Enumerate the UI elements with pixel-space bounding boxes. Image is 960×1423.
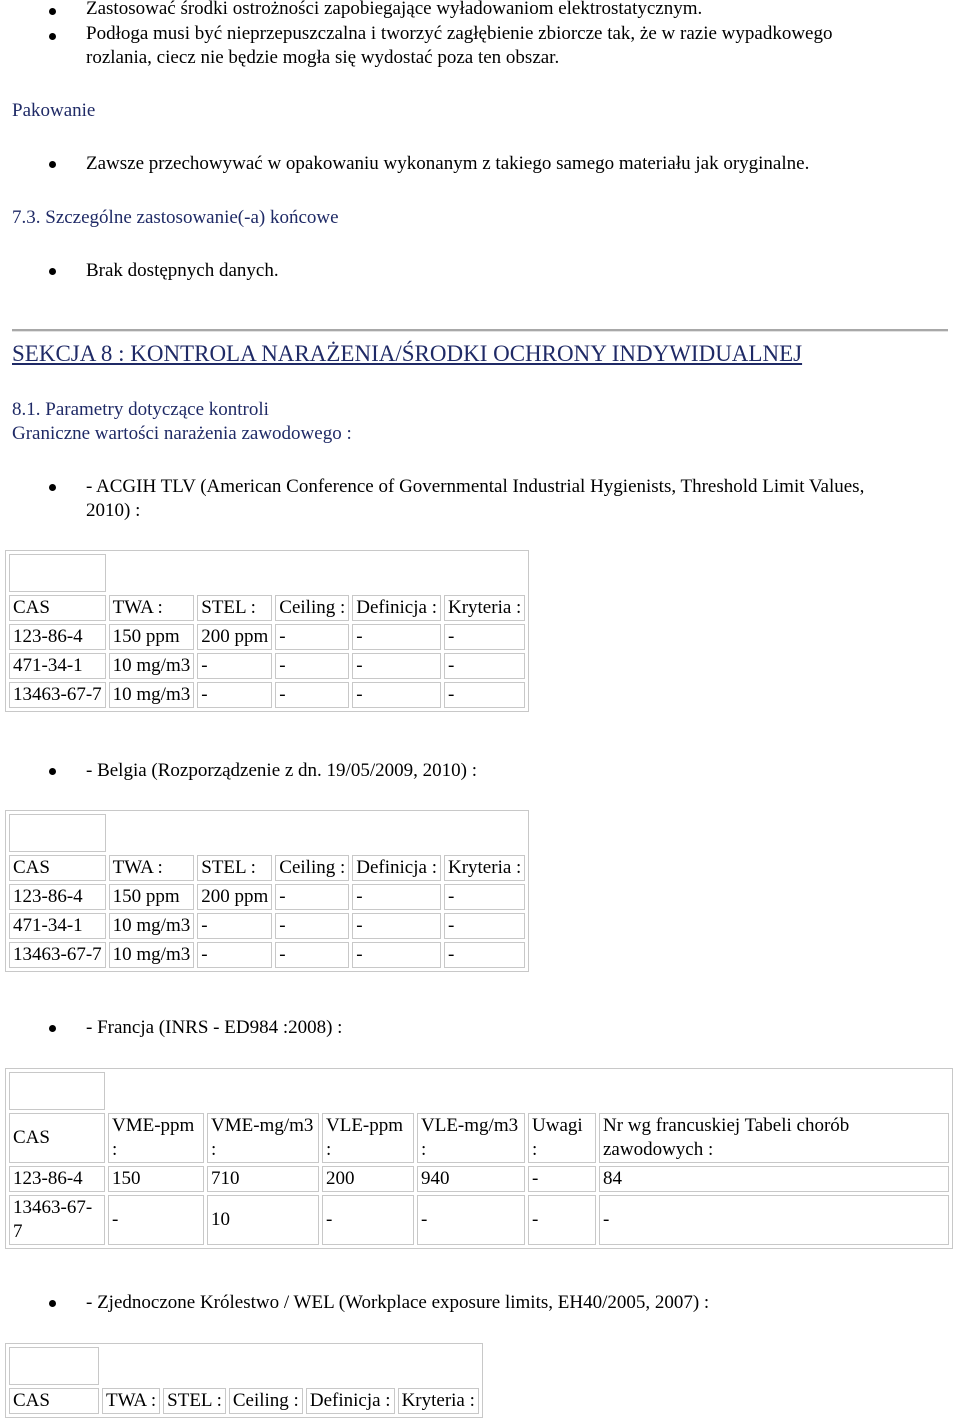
- bullet-text: Zastosować środki ostrożności zapobiegające wyładowaniom elektrostatycznym.: [86, 0, 703, 19]
- bullet-text: Brak dostępnych danych.: [86, 260, 279, 281]
- table-row: [9, 942, 525, 968]
- table-cell: -: [197, 653, 272, 679]
- bullet-text: Zawsze przechowywać w opakowaniu wykonanym z takiego samego materiału jak oryginalne.: [86, 153, 810, 174]
- table-cell: -: [528, 1166, 596, 1192]
- empty-cell: [9, 1347, 99, 1385]
- table-header-row: [9, 855, 525, 881]
- header-cell: VME-mg/m3 :: [207, 1113, 319, 1163]
- bullet-text: - Belgia (Rozporządzenie z dn. 19/05/2009, 2010) :: [86, 760, 477, 781]
- table-cell: -: [444, 624, 525, 650]
- header-cell: STEL :: [197, 855, 272, 881]
- table-cell: -: [352, 942, 441, 968]
- bullet-text: - Zjednoczone Królestwo / WEL (Workplace exposure limits, EH40/2005, 2007) :: [86, 1292, 710, 1313]
- table-cell: 123-86-4: [9, 884, 106, 910]
- table-cell: 150 ppm: [109, 624, 195, 650]
- section-divider: [12, 329, 948, 332]
- table-cell: -: [444, 913, 525, 939]
- table-cell: 940: [417, 1166, 525, 1192]
- table-cell: 471-34-1: [9, 653, 106, 679]
- header-cell: Uwagi :: [528, 1113, 596, 1163]
- table-cell: 150: [108, 1166, 204, 1192]
- subheading-8-1: 8.1. Parametry dotyczące kontroli: [12, 399, 269, 420]
- table-row: [9, 913, 525, 939]
- table-cell: -: [528, 1195, 596, 1245]
- bullet-dot: [49, 161, 56, 168]
- table-row: [9, 1166, 949, 1192]
- header-cell: STEL :: [163, 1388, 226, 1414]
- table-cell: 123-86-4: [9, 1166, 105, 1192]
- bullet-dot: [49, 1025, 56, 1032]
- bullet-text: - Francja (INRS - ED984 :2008) :: [86, 1017, 343, 1038]
- empty-cell: [9, 814, 106, 852]
- section-8-title: SEKCJA 8 : KONTROLA NARAŻENIA/ŚRODKI OCHRONY INDYWIDUALNEJ: [12, 341, 803, 366]
- header-cell: TWA :: [109, 595, 195, 621]
- bullet-dot: [49, 484, 56, 491]
- table-cell: -: [417, 1195, 525, 1245]
- header-cell: TWA :: [109, 855, 195, 881]
- header-cell: Ceiling :: [275, 595, 349, 621]
- bullet-dot: [49, 8, 56, 15]
- header-cell: CAS: [9, 595, 106, 621]
- bullet-text: - ACGIH TLV (American Conference of Governmental Industrial Hygienists, Threshold Limit Values,: [86, 476, 865, 497]
- table-cell: -: [197, 913, 272, 939]
- table-cell: 10 mg/m3: [109, 653, 195, 679]
- table-cell: -: [275, 913, 349, 939]
- table-cell: 10 mg/m3: [109, 682, 195, 708]
- table-cell: 10: [207, 1195, 319, 1245]
- table-cell: 200 ppm: [197, 884, 272, 910]
- header-cell: CAS: [9, 1388, 99, 1414]
- belgia-table: [5, 810, 529, 972]
- table-cell: -: [108, 1195, 204, 1245]
- empty-cell: [9, 554, 106, 592]
- header-cell: VLE-mg/m3 :: [417, 1113, 525, 1163]
- table-row: [9, 624, 525, 650]
- table-cell: -: [444, 884, 525, 910]
- table-header-row: [9, 595, 525, 621]
- table-cell: -: [197, 682, 272, 708]
- table-row: [9, 682, 525, 708]
- table-cell: -: [352, 884, 441, 910]
- table-cell: -: [275, 682, 349, 708]
- header-cell: Kryteria :: [398, 1388, 479, 1414]
- table-cell: 10 mg/m3: [109, 942, 195, 968]
- table-cell: -: [352, 624, 441, 650]
- table-cell: 84: [599, 1166, 949, 1192]
- table-cell: -: [275, 653, 349, 679]
- table-cell: -: [444, 682, 525, 708]
- table-cell: 13463-67-7: [9, 942, 106, 968]
- header-cell: TWA :: [102, 1388, 160, 1414]
- header-cell: Definicja :: [352, 595, 441, 621]
- table-cell: -: [352, 913, 441, 939]
- acgih-table: [5, 550, 529, 712]
- table-cell: -: [444, 653, 525, 679]
- table-cell: 200: [322, 1166, 414, 1192]
- header-cell: CAS: [9, 855, 106, 881]
- table-cell: -: [275, 942, 349, 968]
- table-cell: 710: [207, 1166, 319, 1192]
- subheading-7-3: 7.3. Szczególne zastosowanie(-a) końcowe: [12, 207, 339, 228]
- header-cell: Kryteria :: [444, 855, 525, 881]
- header-cell: Nr wg francuskiej Tabeli chorób zawodowych :: [599, 1113, 949, 1163]
- table-cell: -: [322, 1195, 414, 1245]
- uk-table: [5, 1343, 483, 1418]
- bullet-text-continued: rozlania, ciecz nie będzie mogła się wydostać poza ten obszar.: [86, 47, 560, 68]
- header-cell: VME-ppm :: [108, 1113, 204, 1163]
- header-cell: Ceiling :: [275, 855, 349, 881]
- francja-table: [5, 1068, 953, 1249]
- table-cell: -: [275, 884, 349, 910]
- table-cell: 200 ppm: [197, 624, 272, 650]
- bullet-text-continued: 2010) :: [86, 500, 141, 521]
- table-header-row: [9, 1388, 479, 1414]
- bullet-dot: [49, 768, 56, 775]
- table-row: [9, 653, 525, 679]
- table-header-row: [9, 1113, 949, 1163]
- empty-cell: [9, 1072, 105, 1110]
- header-cell: VLE-ppm :: [322, 1113, 414, 1163]
- bullet-dot: [49, 1300, 56, 1307]
- table-cell: -: [275, 624, 349, 650]
- table-cell: -: [599, 1195, 949, 1245]
- subheading-pakowanie: Pakowanie: [12, 100, 96, 121]
- header-cell: STEL :: [197, 595, 272, 621]
- subheading-limits: Graniczne wartości narażenia zawodowego :: [12, 423, 352, 444]
- header-cell: Definicja :: [352, 855, 441, 881]
- bullet-dot: [49, 268, 56, 275]
- bullet-dot: [49, 33, 56, 40]
- header-cell: Ceiling :: [229, 1388, 303, 1414]
- table-cell: 10 mg/m3: [109, 913, 195, 939]
- header-cell: Definicja :: [306, 1388, 395, 1414]
- header-cell: Kryteria :: [444, 595, 525, 621]
- table-cell: 13463-67-7: [9, 1195, 105, 1245]
- table-cell: 13463-67-7: [9, 682, 106, 708]
- bullet-text: Podłoga musi być nieprzepuszczalna i tworzyć zagłębienie zbiorcze tak, że w razie wypadkowego: [86, 23, 833, 44]
- table-cell: 471-34-1: [9, 913, 106, 939]
- table-cell: -: [352, 653, 441, 679]
- table-cell: 150 ppm: [109, 884, 195, 910]
- table-cell: -: [197, 942, 272, 968]
- table-cell: -: [352, 682, 441, 708]
- table-cell: -: [444, 942, 525, 968]
- table-cell: 123-86-4: [9, 624, 106, 650]
- table-row: [9, 1195, 949, 1245]
- header-cell: CAS: [9, 1113, 105, 1163]
- table-row: [9, 884, 525, 910]
